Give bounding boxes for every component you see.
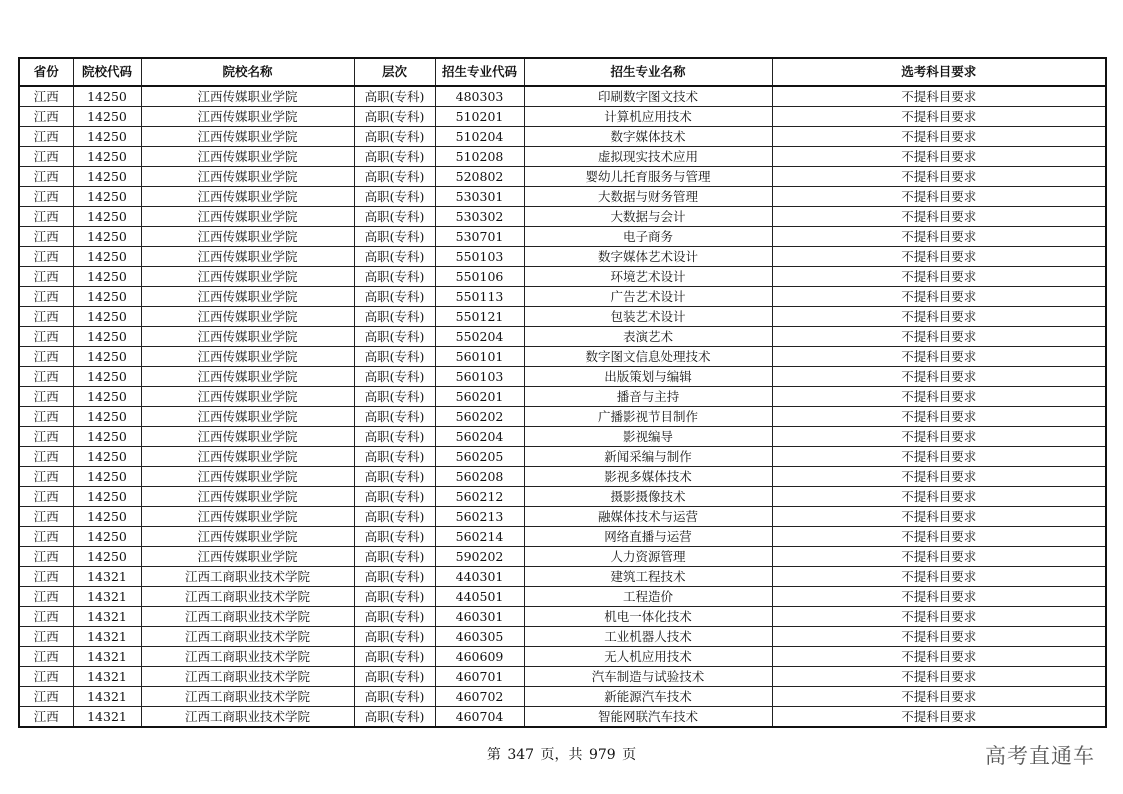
- cell-province: 江西: [19, 387, 73, 407]
- cell-level: 高职(专科): [354, 267, 435, 287]
- cell-level: 高职(专科): [354, 587, 435, 607]
- cell-level: 高职(专科): [354, 547, 435, 567]
- table-row: [19, 627, 1106, 647]
- cell-school-code: 14321: [73, 607, 141, 627]
- cell-subject-requirement: 不提科目要求: [772, 347, 1106, 367]
- cell-province: 江西: [19, 86, 73, 107]
- cell-school-code: 14250: [73, 507, 141, 527]
- cell-subject-requirement: 不提科目要求: [772, 207, 1106, 227]
- cell-school-name: 江西传媒职业学院: [141, 247, 354, 267]
- cell-major-name: 表演艺术: [524, 327, 772, 347]
- cell-level: 高职(专科): [354, 627, 435, 647]
- table-row: [19, 487, 1106, 507]
- table-row: [19, 587, 1106, 607]
- cell-school-code: 14250: [73, 307, 141, 327]
- table-row: [19, 467, 1106, 487]
- cell-province: 江西: [19, 647, 73, 667]
- cell-school-name: 江西传媒职业学院: [141, 427, 354, 447]
- cell-school-name: 江西工商职业技术学院: [141, 607, 354, 627]
- cell-major-code: 530301: [435, 187, 524, 207]
- cell-school-code: 14321: [73, 567, 141, 587]
- cell-major-name: 建筑工程技术: [524, 567, 772, 587]
- cell-subject-requirement: 不提科目要求: [772, 687, 1106, 707]
- cell-school-name: 江西传媒职业学院: [141, 367, 354, 387]
- cell-major-code: 550204: [435, 327, 524, 347]
- cell-province: 江西: [19, 167, 73, 187]
- table-row: [19, 507, 1106, 527]
- cell-school-name: 江西传媒职业学院: [141, 227, 354, 247]
- cell-subject-requirement: 不提科目要求: [772, 507, 1106, 527]
- cell-province: 江西: [19, 467, 73, 487]
- table-row: [19, 607, 1106, 627]
- table-row: [19, 547, 1106, 567]
- cell-school-code: 14250: [73, 147, 141, 167]
- cell-major-code: 460301: [435, 607, 524, 627]
- cell-school-code: 14250: [73, 86, 141, 107]
- cell-major-code: 550121: [435, 307, 524, 327]
- table-row: [19, 267, 1106, 287]
- cell-level: 高职(专科): [354, 527, 435, 547]
- cell-subject-requirement: 不提科目要求: [772, 167, 1106, 187]
- cell-subject-requirement: 不提科目要求: [772, 327, 1106, 347]
- header-province: 省份: [19, 58, 73, 86]
- cell-province: 江西: [19, 267, 73, 287]
- table-row: [19, 427, 1106, 447]
- cell-school-name: 江西工商职业技术学院: [141, 667, 354, 687]
- cell-level: 高职(专科): [354, 567, 435, 587]
- cell-school-name: 江西传媒职业学院: [141, 487, 354, 507]
- cell-subject-requirement: 不提科目要求: [772, 187, 1106, 207]
- cell-province: 江西: [19, 227, 73, 247]
- table-row: [19, 647, 1106, 667]
- cell-school-code: 14321: [73, 707, 141, 728]
- cell-school-name: 江西传媒职业学院: [141, 86, 354, 107]
- cell-subject-requirement: 不提科目要求: [772, 127, 1106, 147]
- cell-major-name: 婴幼儿托育服务与管理: [524, 167, 772, 187]
- cell-school-name: 江西工商职业技术学院: [141, 627, 354, 647]
- page-suffix: 页: [622, 747, 637, 763]
- cell-school-code: 14250: [73, 207, 141, 227]
- cell-province: 江西: [19, 547, 73, 567]
- cell-school-code: 14321: [73, 627, 141, 647]
- cell-subject-requirement: 不提科目要求: [772, 427, 1106, 447]
- table-row: [19, 707, 1106, 728]
- cell-major-code: 560214: [435, 527, 524, 547]
- cell-school-name: 江西工商职业技术学院: [141, 687, 354, 707]
- table-row: [19, 167, 1106, 187]
- cell-major-code: 560205: [435, 447, 524, 467]
- cell-subject-requirement: 不提科目要求: [772, 567, 1106, 587]
- table-row: [19, 227, 1106, 247]
- cell-major-name: 播音与主持: [524, 387, 772, 407]
- cell-level: 高职(专科): [354, 107, 435, 127]
- cell-level: 高职(专科): [354, 86, 435, 107]
- table-row: [19, 147, 1106, 167]
- cell-subject-requirement: 不提科目要求: [772, 467, 1106, 487]
- cell-major-name: 数字图文信息处理技术: [524, 347, 772, 367]
- cell-province: 江西: [19, 147, 73, 167]
- cell-school-code: 14250: [73, 187, 141, 207]
- cell-level: 高职(专科): [354, 307, 435, 327]
- cell-major-code: 460609: [435, 647, 524, 667]
- cell-major-name: 广告艺术设计: [524, 287, 772, 307]
- cell-province: 江西: [19, 527, 73, 547]
- cell-school-code: 14250: [73, 387, 141, 407]
- table-header-row: [19, 58, 1106, 86]
- cell-school-name: 江西传媒职业学院: [141, 147, 354, 167]
- cell-school-name: 江西传媒职业学院: [141, 307, 354, 327]
- table-row: [19, 567, 1106, 587]
- cell-school-name: 江西传媒职业学院: [141, 527, 354, 547]
- cell-level: 高职(专科): [354, 287, 435, 307]
- cell-major-code: 460702: [435, 687, 524, 707]
- cell-level: 高职(专科): [354, 127, 435, 147]
- table-row: [19, 347, 1106, 367]
- table-row: [19, 287, 1106, 307]
- cell-major-name: 网络直播与运营: [524, 527, 772, 547]
- cell-level: 高职(专科): [354, 187, 435, 207]
- cell-level: 高职(专科): [354, 647, 435, 667]
- cell-school-code: 14250: [73, 127, 141, 147]
- cell-province: 江西: [19, 447, 73, 467]
- cell-major-name: 影视多媒体技术: [524, 467, 772, 487]
- cell-school-name: 江西传媒职业学院: [141, 127, 354, 147]
- cell-major-name: 大数据与财务管理: [524, 187, 772, 207]
- cell-level: 高职(专科): [354, 327, 435, 347]
- cell-subject-requirement: 不提科目要求: [772, 147, 1106, 167]
- table-row: [19, 387, 1106, 407]
- cell-subject-requirement: 不提科目要求: [772, 667, 1106, 687]
- cell-level: 高职(专科): [354, 147, 435, 167]
- table-row: [19, 187, 1106, 207]
- cell-province: 江西: [19, 707, 73, 728]
- cell-major-code: 550113: [435, 287, 524, 307]
- cell-major-code: 460305: [435, 627, 524, 647]
- cell-province: 江西: [19, 687, 73, 707]
- cell-major-name: 广播影视节目制作: [524, 407, 772, 427]
- cell-major-name: 融媒体技术与运营: [524, 507, 772, 527]
- cell-level: 高职(专科): [354, 447, 435, 467]
- cell-school-code: 14250: [73, 467, 141, 487]
- cell-level: 高职(专科): [354, 207, 435, 227]
- cell-level: 高职(专科): [354, 707, 435, 728]
- cell-major-name: 新能源汽车技术: [524, 687, 772, 707]
- cell-school-name: 江西传媒职业学院: [141, 347, 354, 367]
- cell-school-code: 14321: [73, 587, 141, 607]
- cell-major-name: 印刷数字图文技术: [524, 86, 772, 107]
- cell-major-code: 550103: [435, 247, 524, 267]
- cell-major-code: 530302: [435, 207, 524, 227]
- cell-major-code: 460701: [435, 667, 524, 687]
- cell-school-name: 江西传媒职业学院: [141, 207, 354, 227]
- table-row: [19, 327, 1106, 347]
- cell-school-code: 14250: [73, 487, 141, 507]
- cell-province: 江西: [19, 627, 73, 647]
- cell-subject-requirement: 不提科目要求: [772, 527, 1106, 547]
- cell-level: 高职(专科): [354, 687, 435, 707]
- cell-level: 高职(专科): [354, 427, 435, 447]
- cell-level: 高职(专科): [354, 167, 435, 187]
- cell-school-code: 14250: [73, 267, 141, 287]
- cell-major-name: 机电一体化技术: [524, 607, 772, 627]
- cell-subject-requirement: 不提科目要求: [772, 367, 1106, 387]
- table-row: [19, 447, 1106, 467]
- cell-province: 江西: [19, 367, 73, 387]
- page-number: 347: [507, 747, 535, 763]
- cell-level: 高职(专科): [354, 607, 435, 627]
- cell-school-name: 江西传媒职业学院: [141, 327, 354, 347]
- cell-major-code: 550106: [435, 267, 524, 287]
- page-footer: [0, 744, 1123, 764]
- page-mid: 页，共: [540, 747, 583, 763]
- cell-level: 高职(专科): [354, 247, 435, 267]
- cell-level: 高职(专科): [354, 467, 435, 487]
- cell-province: 江西: [19, 247, 73, 267]
- cell-school-code: 14250: [73, 407, 141, 427]
- cell-major-code: 460704: [435, 707, 524, 728]
- cell-subject-requirement: 不提科目要求: [772, 86, 1106, 107]
- cell-school-name: 江西工商职业技术学院: [141, 587, 354, 607]
- cell-province: 江西: [19, 347, 73, 367]
- cell-province: 江西: [19, 287, 73, 307]
- cell-school-code: 14250: [73, 327, 141, 347]
- cell-major-code: 560201: [435, 387, 524, 407]
- cell-major-code: 510201: [435, 107, 524, 127]
- cell-major-code: 480303: [435, 86, 524, 107]
- cell-subject-requirement: 不提科目要求: [772, 107, 1106, 127]
- cell-level: 高职(专科): [354, 487, 435, 507]
- cell-major-name: 无人机应用技术: [524, 647, 772, 667]
- cell-major-code: 560212: [435, 487, 524, 507]
- table-row: [19, 127, 1106, 147]
- cell-school-name: 江西工商职业技术学院: [141, 567, 354, 587]
- cell-school-name: 江西传媒职业学院: [141, 187, 354, 207]
- cell-major-code: 510204: [435, 127, 524, 147]
- cell-school-name: 江西传媒职业学院: [141, 167, 354, 187]
- table-row: [19, 407, 1106, 427]
- cell-school-code: 14321: [73, 687, 141, 707]
- cell-province: 江西: [19, 327, 73, 347]
- cell-province: 江西: [19, 607, 73, 627]
- cell-major-name: 工业机器人技术: [524, 627, 772, 647]
- cell-major-code: 440301: [435, 567, 524, 587]
- cell-level: 高职(专科): [354, 407, 435, 427]
- cell-subject-requirement: 不提科目要求: [772, 607, 1106, 627]
- cell-major-name: 影视编导: [524, 427, 772, 447]
- cell-province: 江西: [19, 307, 73, 327]
- cell-province: 江西: [19, 507, 73, 527]
- cell-subject-requirement: 不提科目要求: [772, 707, 1106, 728]
- cell-major-name: 工程造价: [524, 587, 772, 607]
- cell-subject-requirement: 不提科目要求: [772, 587, 1106, 607]
- admissions-table: [18, 57, 1107, 728]
- table-body: [19, 86, 1106, 727]
- header-school-name: 院校名称: [141, 58, 354, 86]
- table-row: [19, 307, 1106, 327]
- page-prefix: 第: [486, 747, 501, 763]
- table-row: [19, 367, 1106, 387]
- cell-major-code: 530701: [435, 227, 524, 247]
- cell-major-name: 环境艺术设计: [524, 267, 772, 287]
- cell-major-name: 包装艺术设计: [524, 307, 772, 327]
- cell-province: 江西: [19, 407, 73, 427]
- header-subject-requirement: 选考科目要求: [772, 58, 1106, 86]
- cell-school-name: 江西工商职业技术学院: [141, 647, 354, 667]
- cell-level: 高职(专科): [354, 387, 435, 407]
- table-row: [19, 527, 1106, 547]
- cell-subject-requirement: 不提科目要求: [772, 487, 1106, 507]
- cell-subject-requirement: 不提科目要求: [772, 227, 1106, 247]
- cell-province: 江西: [19, 567, 73, 587]
- cell-province: 江西: [19, 207, 73, 227]
- table-row: [19, 247, 1106, 267]
- cell-school-code: 14250: [73, 247, 141, 267]
- cell-level: 高职(专科): [354, 507, 435, 527]
- cell-major-name: 智能网联汽车技术: [524, 707, 772, 728]
- cell-major-code: 560213: [435, 507, 524, 527]
- cell-school-code: 14250: [73, 287, 141, 307]
- cell-school-name: 江西传媒职业学院: [141, 387, 354, 407]
- cell-subject-requirement: 不提科目要求: [772, 267, 1106, 287]
- table-row: [19, 667, 1106, 687]
- cell-level: 高职(专科): [354, 667, 435, 687]
- cell-province: 江西: [19, 487, 73, 507]
- cell-major-name: 出版策划与编辑: [524, 367, 772, 387]
- cell-province: 江西: [19, 427, 73, 447]
- cell-major-name: 汽车制造与试验技术: [524, 667, 772, 687]
- table-row: [19, 687, 1106, 707]
- cell-school-name: 江西传媒职业学院: [141, 447, 354, 467]
- cell-subject-requirement: 不提科目要求: [772, 647, 1106, 667]
- cell-school-code: 14250: [73, 447, 141, 467]
- cell-major-name: 虚拟现实技术应用: [524, 147, 772, 167]
- header-major-name: 招生专业名称: [524, 58, 772, 86]
- table-row: [19, 86, 1106, 107]
- cell-school-code: 14250: [73, 547, 141, 567]
- cell-province: 江西: [19, 187, 73, 207]
- cell-major-code: 560202: [435, 407, 524, 427]
- cell-school-code: 14321: [73, 667, 141, 687]
- watermark-logo-text: 高考直通车: [985, 744, 1095, 768]
- cell-school-code: 14250: [73, 227, 141, 247]
- cell-school-name: 江西传媒职业学院: [141, 107, 354, 127]
- cell-school-code: 14250: [73, 527, 141, 547]
- cell-school-code: 14321: [73, 647, 141, 667]
- cell-subject-requirement: 不提科目要求: [772, 447, 1106, 467]
- cell-province: 江西: [19, 667, 73, 687]
- cell-province: 江西: [19, 107, 73, 127]
- cell-school-code: 14250: [73, 367, 141, 387]
- cell-level: 高职(专科): [354, 367, 435, 387]
- cell-major-name: 人力资源管理: [524, 547, 772, 567]
- header-major-code: 招生专业代码: [435, 58, 524, 86]
- cell-major-code: 510208: [435, 147, 524, 167]
- cell-province: 江西: [19, 127, 73, 147]
- cell-major-name: 大数据与会计: [524, 207, 772, 227]
- cell-school-code: 14250: [73, 427, 141, 447]
- cell-school-name: 江西传媒职业学院: [141, 407, 354, 427]
- table-row: [19, 207, 1106, 227]
- cell-school-name: 江西传媒职业学院: [141, 547, 354, 567]
- cell-school-code: 14250: [73, 167, 141, 187]
- cell-province: 江西: [19, 587, 73, 607]
- cell-major-code: 560208: [435, 467, 524, 487]
- cell-subject-requirement: 不提科目要求: [772, 547, 1106, 567]
- cell-subject-requirement: 不提科目要求: [772, 387, 1106, 407]
- cell-subject-requirement: 不提科目要求: [772, 247, 1106, 267]
- cell-subject-requirement: 不提科目要求: [772, 407, 1106, 427]
- cell-major-code: 560103: [435, 367, 524, 387]
- cell-major-name: 计算机应用技术: [524, 107, 772, 127]
- header-level: 层次: [354, 58, 435, 86]
- cell-level: 高职(专科): [354, 227, 435, 247]
- cell-school-code: 14250: [73, 107, 141, 127]
- cell-level: 高职(专科): [354, 347, 435, 367]
- cell-school-name: 江西传媒职业学院: [141, 267, 354, 287]
- page-total: 979: [588, 747, 616, 763]
- table-row: [19, 107, 1106, 127]
- cell-major-name: 新闻采编与制作: [524, 447, 772, 467]
- cell-major-code: 560101: [435, 347, 524, 367]
- cell-major-code: 440501: [435, 587, 524, 607]
- cell-subject-requirement: 不提科目要求: [772, 627, 1106, 647]
- cell-major-name: 数字媒体艺术设计: [524, 247, 772, 267]
- cell-subject-requirement: 不提科目要求: [772, 287, 1106, 307]
- cell-school-name: 江西传媒职业学院: [141, 507, 354, 527]
- admissions-table-container: [18, 57, 1105, 728]
- cell-school-name: 江西传媒职业学院: [141, 467, 354, 487]
- cell-subject-requirement: 不提科目要求: [772, 307, 1106, 327]
- cell-major-name: 摄影摄像技术: [524, 487, 772, 507]
- cell-major-name: 数字媒体技术: [524, 127, 772, 147]
- cell-school-name: 江西工商职业技术学院: [141, 707, 354, 728]
- cell-major-code: 520802: [435, 167, 524, 187]
- cell-school-name: 江西传媒职业学院: [141, 287, 354, 307]
- cell-major-code: 590202: [435, 547, 524, 567]
- cell-major-code: 560204: [435, 427, 524, 447]
- header-school-code: 院校代码: [73, 58, 141, 86]
- cell-major-name: 电子商务: [524, 227, 772, 247]
- cell-school-code: 14250: [73, 347, 141, 367]
